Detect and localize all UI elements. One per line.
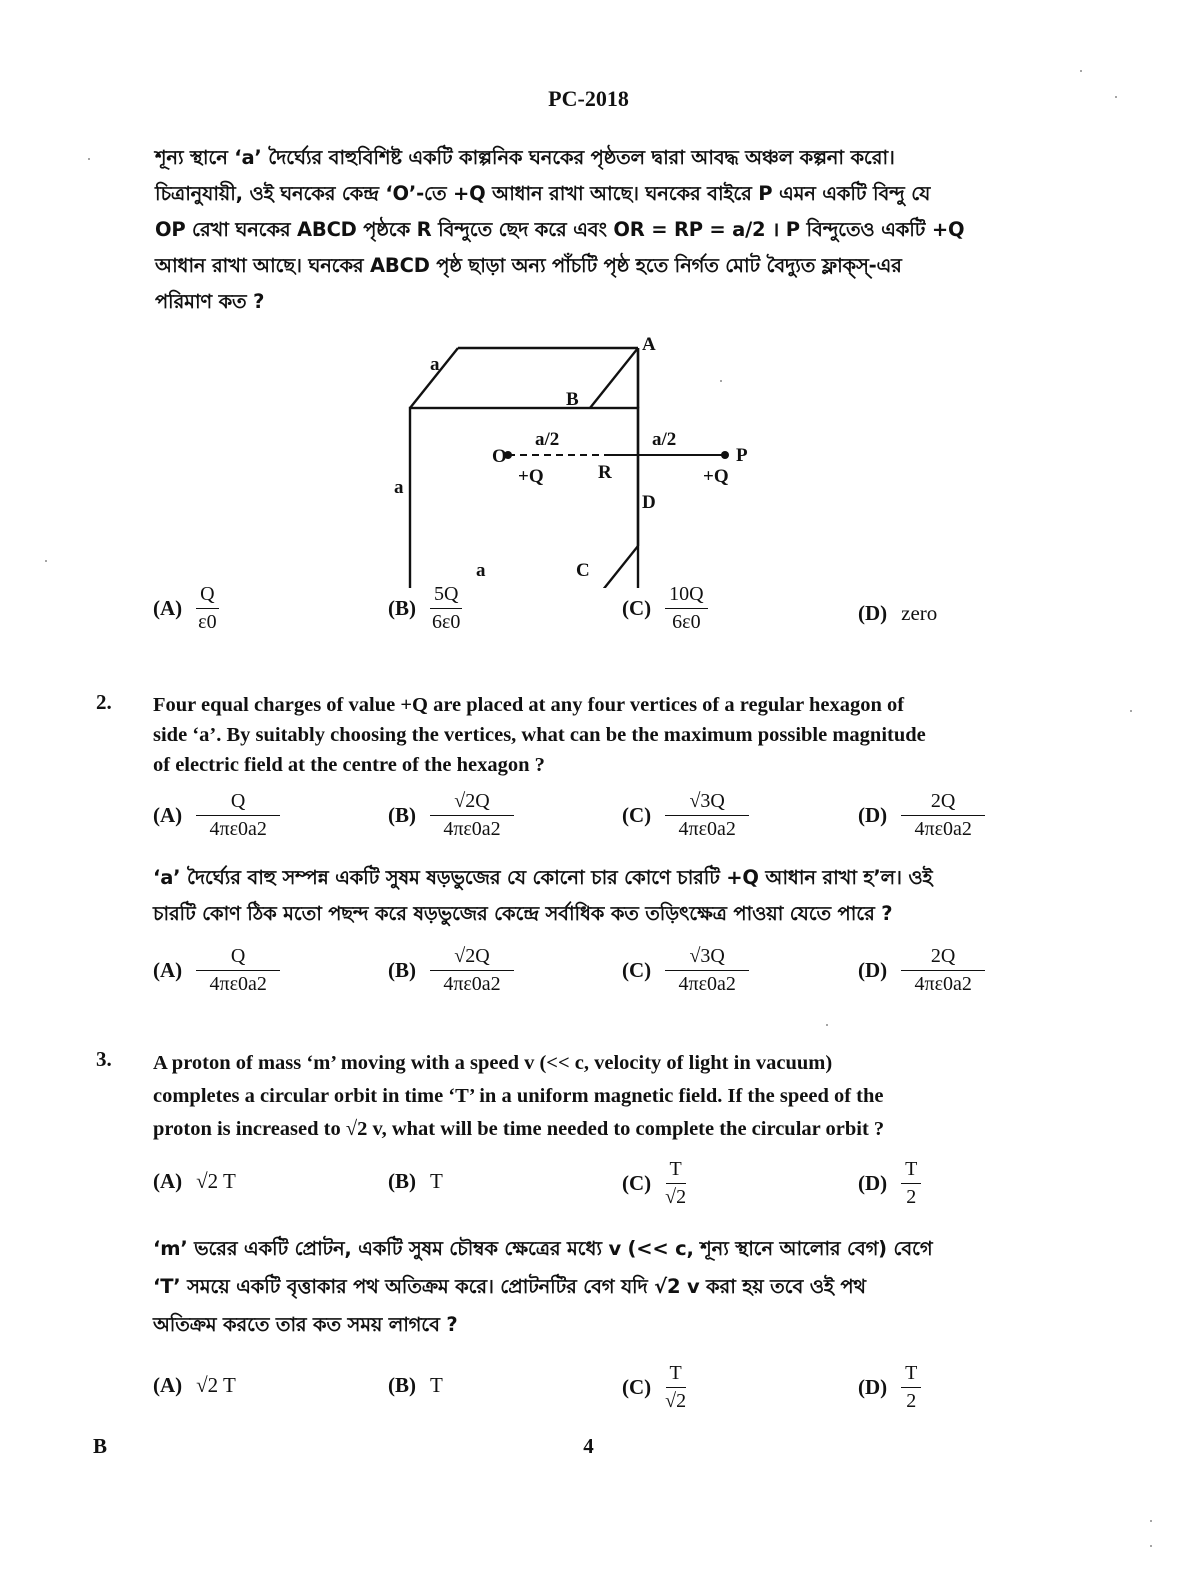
scan-speck <box>720 380 722 382</box>
text-line: of electric field at the centre of the hexagon ? <box>153 754 545 776</box>
fraction: $\frac{T}{2}$ <box>901 1362 921 1413</box>
cube-edge <box>590 546 638 588</box>
q1-option-c[interactable] <box>622 583 708 634</box>
text-line: চারটি কোণ ঠিক মতো পছন্দ করে ষড়ভুজের কেন্দ্রে সর্বাধিক কত তড়িৎক্ষেত্র পাওয়া যেতে পারে ? <box>153 902 893 925</box>
option-label: (A) <box>153 803 183 827</box>
option-label: (B) <box>388 596 416 620</box>
option-label: (D) <box>858 1375 888 1399</box>
text-line: আধান রাখা আছে। ঘনকের ABCD পৃষ্ঠ ছাড়া অন্য পাঁচটি পৃষ্ঠ হতে নির্গত মোট বৈদ্যুত ফ্লাক্স্-এর <box>155 254 902 277</box>
fraction: $\frac{Q}{4\pi\varepsilon 0a2}$ <box>196 790 280 841</box>
q3-bn-option-b[interactable] <box>388 1373 443 1398</box>
q1-option-a[interactable] <box>153 583 219 634</box>
fraction: $\frac{2Q}{4\pi\varepsilon 0a2}$ <box>901 945 985 996</box>
q2-english-text <box>153 690 1053 780</box>
label-O: O <box>492 446 507 467</box>
q1-option-b[interactable] <box>388 583 462 634</box>
text-line: side ‘a’. By suitably choosing the vertices, what can be the maximum possible magnitude <box>153 724 926 746</box>
label-R: R <box>598 462 612 483</box>
label-B: B <box>566 389 579 410</box>
fraction: $\frac{5Q}{6\varepsilon 0}$ <box>430 583 462 634</box>
option-label: (C) <box>622 958 652 982</box>
question-number: 3. <box>96 1047 112 1071</box>
option-label: (D) <box>858 1171 888 1195</box>
series-code: B <box>93 1434 108 1458</box>
q3-bengali-text <box>153 1230 1053 1344</box>
q2-bengali-text <box>153 860 1053 932</box>
option-label: (B) <box>388 1169 416 1193</box>
label-a: a <box>430 354 440 375</box>
text-line: শূন্য স্থানে ‘a’ দৈর্ঘ্যের বাহুবিশিষ্ট একটি কাল্পনিক ঘনকের পৃষ্ঠতল দ্বারা আবদ্ধ অঞ্চল কল্পনা করো। <box>155 146 895 169</box>
text-line: ‘m’ ভরের একটি প্রোটন, একটি সুষম চৌম্বক ক্ষেত্রের মধ্যে v (<< c, শূন্য স্থানে আলোর বেগ) বেগে <box>153 1237 933 1260</box>
text-line: অতিক্রম করতে তার কত সময় লাগবে ? <box>153 1313 458 1336</box>
label-half: a/2 <box>652 429 677 450</box>
text-line: পরিমাণ কত ? <box>155 290 265 313</box>
option-label: (B) <box>388 1373 416 1397</box>
q1-option-d[interactable] <box>858 601 937 626</box>
option-label: (C) <box>622 803 652 827</box>
text-line: A proton of mass ‘m’ moving with a speed v (<< c, velocity of light in vacuum) <box>153 1052 833 1074</box>
page-number: 4 <box>583 1434 594 1458</box>
scan-speck <box>1115 96 1117 98</box>
fraction: $\frac{2Q}{4\pi\varepsilon 0a2}$ <box>901 790 985 841</box>
fraction: $\frac{10Q}{6\varepsilon 0}$ <box>665 583 707 634</box>
option-label: (A) <box>153 958 183 982</box>
fraction: $\frac{T}{√2}$ <box>665 1362 687 1412</box>
page-header: PC-2018 <box>548 86 629 111</box>
q3-option-d[interactable] <box>858 1158 921 1209</box>
q2-bn-option-b[interactable] <box>388 945 514 996</box>
option-text: √2 T <box>196 1373 236 1397</box>
fraction: $\frac{T}{√2}$ <box>665 1158 687 1208</box>
charge-O: +Q <box>518 466 544 487</box>
fraction: $\frac{√2Q}{4\pi\varepsilon 0a2}$ <box>430 945 514 996</box>
fraction: $\frac{Q}{\varepsilon 0}$ <box>196 583 218 634</box>
q2-option-c[interactable] <box>622 790 749 841</box>
scan-speck <box>1080 70 1082 72</box>
option-label: (C) <box>622 596 652 620</box>
option-label: (A) <box>153 1169 183 1193</box>
label-half: a/2 <box>535 429 560 450</box>
scan-speck <box>88 158 90 160</box>
option-text: zero <box>901 601 938 625</box>
q3-option-c[interactable] <box>622 1158 686 1209</box>
cube-figure <box>380 328 780 588</box>
text-line: completes a circular orbit in time ‘T’ in a uniform magnetic field. If the speed of the <box>153 1085 884 1107</box>
cube-edge <box>590 348 638 408</box>
scan-speck <box>45 560 47 562</box>
scan-speck <box>826 1024 828 1026</box>
text-line: ‘T’ সময়ে একটি বৃত্তাকার পথ অতিক্রম করে। প্রোটনটির বেগ যদি √2 v করা হয় তবে ওই পথ <box>153 1275 866 1298</box>
option-label: (A) <box>153 1373 183 1397</box>
q2-option-a[interactable] <box>153 790 280 841</box>
text-line: চিত্রানুযায়ী, ওই ঘনকের কেন্দ্র ‘O’-তে +Q আধান রাখা আছে। ঘনকের বাইরে P এমন একটি বিন্দু যে <box>155 182 931 205</box>
scan-speck <box>1150 1545 1152 1547</box>
q2-option-d[interactable] <box>858 790 985 841</box>
option-label: (B) <box>388 958 416 982</box>
fraction: $\frac{√3Q}{4\pi\varepsilon 0a2}$ <box>665 945 749 996</box>
fraction: $\frac{√2Q}{4\pi\varepsilon 0a2}$ <box>430 790 514 841</box>
q2-bn-option-d[interactable] <box>858 945 985 996</box>
option-label: (D) <box>858 803 888 827</box>
q3-option-a[interactable] <box>153 1169 236 1194</box>
label-C: C <box>576 560 590 581</box>
q2-option-b[interactable] <box>388 790 514 841</box>
text-line: OP রেখা ঘনকের ABCD পৃষ্ঠকে R বিন্দুতে ছেদ করে এবং OR = RP = a/2 । P বিন্দুতেও একটি +Q <box>155 218 965 241</box>
option-label: (B) <box>388 803 416 827</box>
cube-front-face <box>410 408 638 588</box>
label-D: D <box>642 492 656 513</box>
option-label: (D) <box>858 958 888 982</box>
fraction: $\frac{T}{2}$ <box>901 1158 921 1209</box>
text-line: Four equal charges of value +Q are placed at any four vertices of a regular hexagon of <box>153 694 905 716</box>
q1-bengali-text <box>155 140 1055 320</box>
question-number: 2. <box>96 690 112 714</box>
text-line: ‘a’ দৈর্ঘ্যের বাহু সম্পন্ন একটি সুষম ষড়ভুজের যে কোনো চার কোণে চারটি +Q আধান রাখা হ’ল। ওই <box>153 866 933 889</box>
q3-bn-option-c[interactable] <box>622 1362 686 1413</box>
scan-speck <box>1150 1520 1152 1522</box>
scan-speck <box>1130 710 1132 712</box>
option-label: (C) <box>622 1375 652 1399</box>
option-text: T <box>430 1373 443 1397</box>
label-a: a <box>476 560 486 581</box>
q3-bn-option-a[interactable] <box>153 1373 236 1398</box>
q3-english-text <box>153 1047 1053 1146</box>
option-label: (D) <box>858 601 888 625</box>
text-line: proton is increased to √2 v, what will be time needed to complete the circular orbit ? <box>153 1118 885 1140</box>
q2-bn-option-c[interactable] <box>622 945 749 996</box>
label-a: a <box>394 477 404 498</box>
charge-P: +Q <box>703 466 729 487</box>
fraction: $\frac{√3Q}{4\pi\varepsilon 0a2}$ <box>665 790 749 841</box>
q3-bn-option-d[interactable] <box>858 1362 921 1413</box>
point-P <box>721 451 729 459</box>
label-P: P <box>736 445 748 466</box>
q2-bn-option-a[interactable] <box>153 945 280 996</box>
option-label: (A) <box>153 596 183 620</box>
q3-option-b[interactable] <box>388 1169 443 1194</box>
label-A: A <box>642 334 656 355</box>
option-text: T <box>430 1169 443 1193</box>
option-text: √2 T <box>196 1169 236 1193</box>
fraction: $\frac{Q}{4\pi\varepsilon 0a2}$ <box>196 945 280 996</box>
option-label: (C) <box>622 1171 652 1195</box>
